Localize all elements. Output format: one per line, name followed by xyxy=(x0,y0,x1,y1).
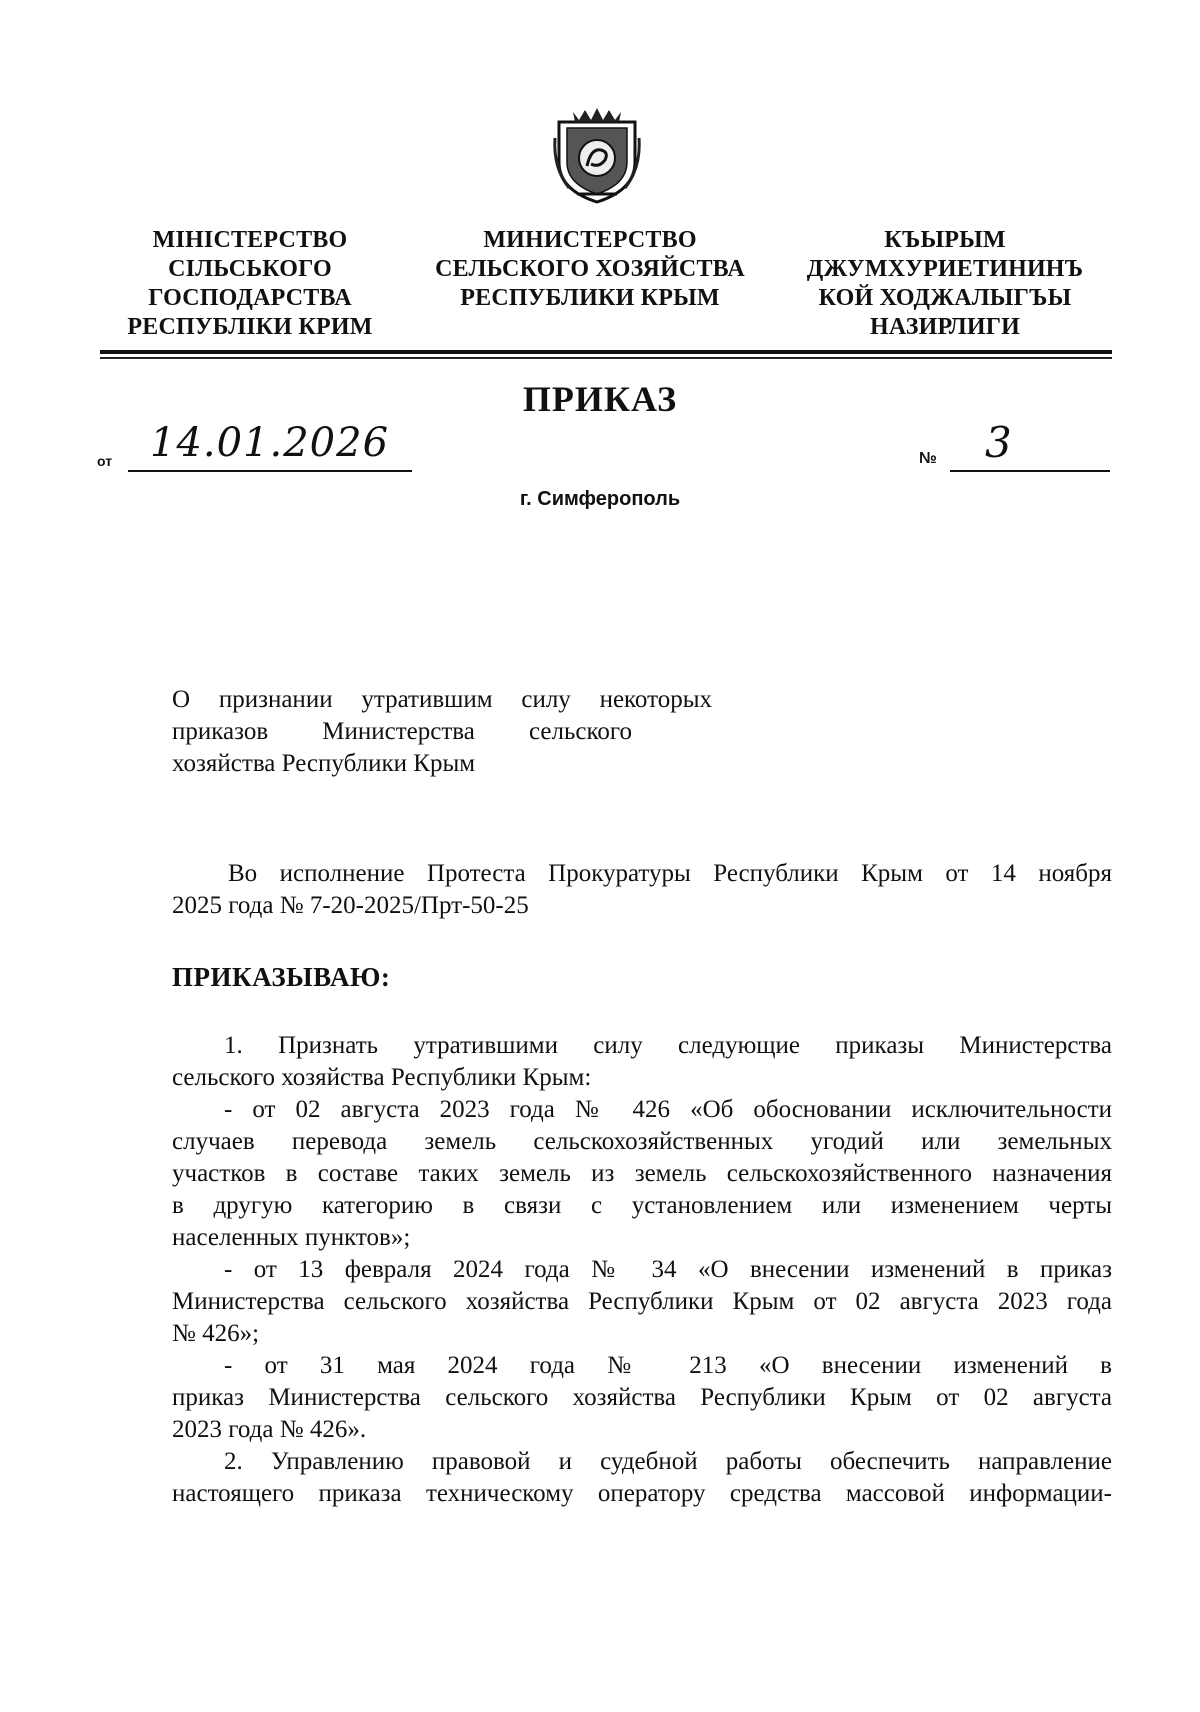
order-word: ПРИКАЗЫВАЮ: xyxy=(172,962,391,992)
text-line: участков в составе таких земель из земель сельскохозяйственного назначения xyxy=(172,1160,1112,1187)
text-line: Во исполнение Протеста Прокуратуры Республики Крым от 14 ноября xyxy=(228,860,1112,887)
header-line: НАЗИРЛИГИ xyxy=(869,314,1021,340)
number-underline xyxy=(950,470,1110,472)
header-line: РЕСПУБЛІКИ КРИМ xyxy=(127,314,373,340)
text-line: 2025 года № 7-20-2025/Прт-50-25 xyxy=(172,892,529,919)
date-underline xyxy=(128,470,412,472)
header-ukrainian xyxy=(110,226,390,342)
text-line: случаев перевода земель сельскохозяйственных угодий или земельных xyxy=(172,1128,1112,1155)
header-crimean-tatar xyxy=(780,226,1110,342)
order-subject xyxy=(172,684,712,780)
text-line: сельского хозяйства Республики Крым: xyxy=(172,1064,592,1091)
text-line: 2. Управлению правовой и судебной работы обеспечить направление xyxy=(224,1448,1112,1475)
subject-line: О признании утратившим силу некоторых xyxy=(172,686,712,713)
header-line: РЕСПУБЛИКИ КРЫМ xyxy=(460,285,720,311)
text-line: № 426»; xyxy=(172,1320,260,1347)
text-line: в другую категорию в связи с установлением или изменением черты xyxy=(172,1192,1112,1219)
header-line: СІЛЬСЬКОГО xyxy=(168,256,332,282)
crimea-coat-of-arms-emblem xyxy=(551,108,643,204)
header-line: СЕЛЬСКОГО ХОЗЯЙСТВА xyxy=(435,256,745,282)
header-line: ГОСПОДАРСТВА xyxy=(148,285,352,311)
text-line: Министерства сельского хозяйства Республики Крым от 02 августа 2023 года xyxy=(172,1288,1112,1315)
header-line: КЪЫРЫМ xyxy=(884,227,1006,253)
header-divider-thin xyxy=(100,357,1112,359)
text-line: 1. Признать утратившими силу следующие приказы Министерства xyxy=(224,1032,1112,1059)
handwritten-date: 14.01.2026 xyxy=(150,420,390,466)
text-line: приказ Министерства сельского хозяйства Республики Крым от 02 августа xyxy=(172,1384,1112,1411)
text-line: - от 02 августа 2023 года № 426 «Об обосновании исключительности xyxy=(224,1096,1112,1123)
date-label: от xyxy=(97,453,113,469)
city: г. Симферополь xyxy=(519,488,681,510)
header-line: КОЙ ХОДЖАЛЫГЪЫ xyxy=(818,285,1072,311)
header-line: МІНІСТЕРСТВО xyxy=(152,227,348,253)
subject-line: приказов Министерства сельского xyxy=(172,718,632,745)
handwritten-number: 3 xyxy=(985,418,1012,467)
number-label: № xyxy=(919,450,937,467)
text-line: настоящего приказа техническому оператору средства массовой информации- xyxy=(172,1480,1112,1507)
text-line: - от 13 февраля 2024 года № 34 «О внесении изменений в приказ xyxy=(224,1256,1112,1283)
order-items xyxy=(172,1030,1112,1510)
intro-paragraph xyxy=(172,858,1112,922)
header-line: ДЖУМХУРИЕТИНИНЪ xyxy=(806,256,1084,282)
text-line: - от 31 мая 2024 года № 213 «О внесении изменений в xyxy=(224,1352,1112,1379)
header-divider-thick xyxy=(100,350,1112,354)
text-line: 2023 года № 426». xyxy=(172,1416,367,1443)
subject-line: хозяйства Республики Крым xyxy=(172,750,476,777)
header-line: МИНИСТЕРСТВО xyxy=(483,227,697,253)
header-russian xyxy=(420,226,760,313)
document-title: ПРИКАЗ xyxy=(522,379,678,419)
text-line: населенных пунктов»; xyxy=(172,1224,411,1251)
